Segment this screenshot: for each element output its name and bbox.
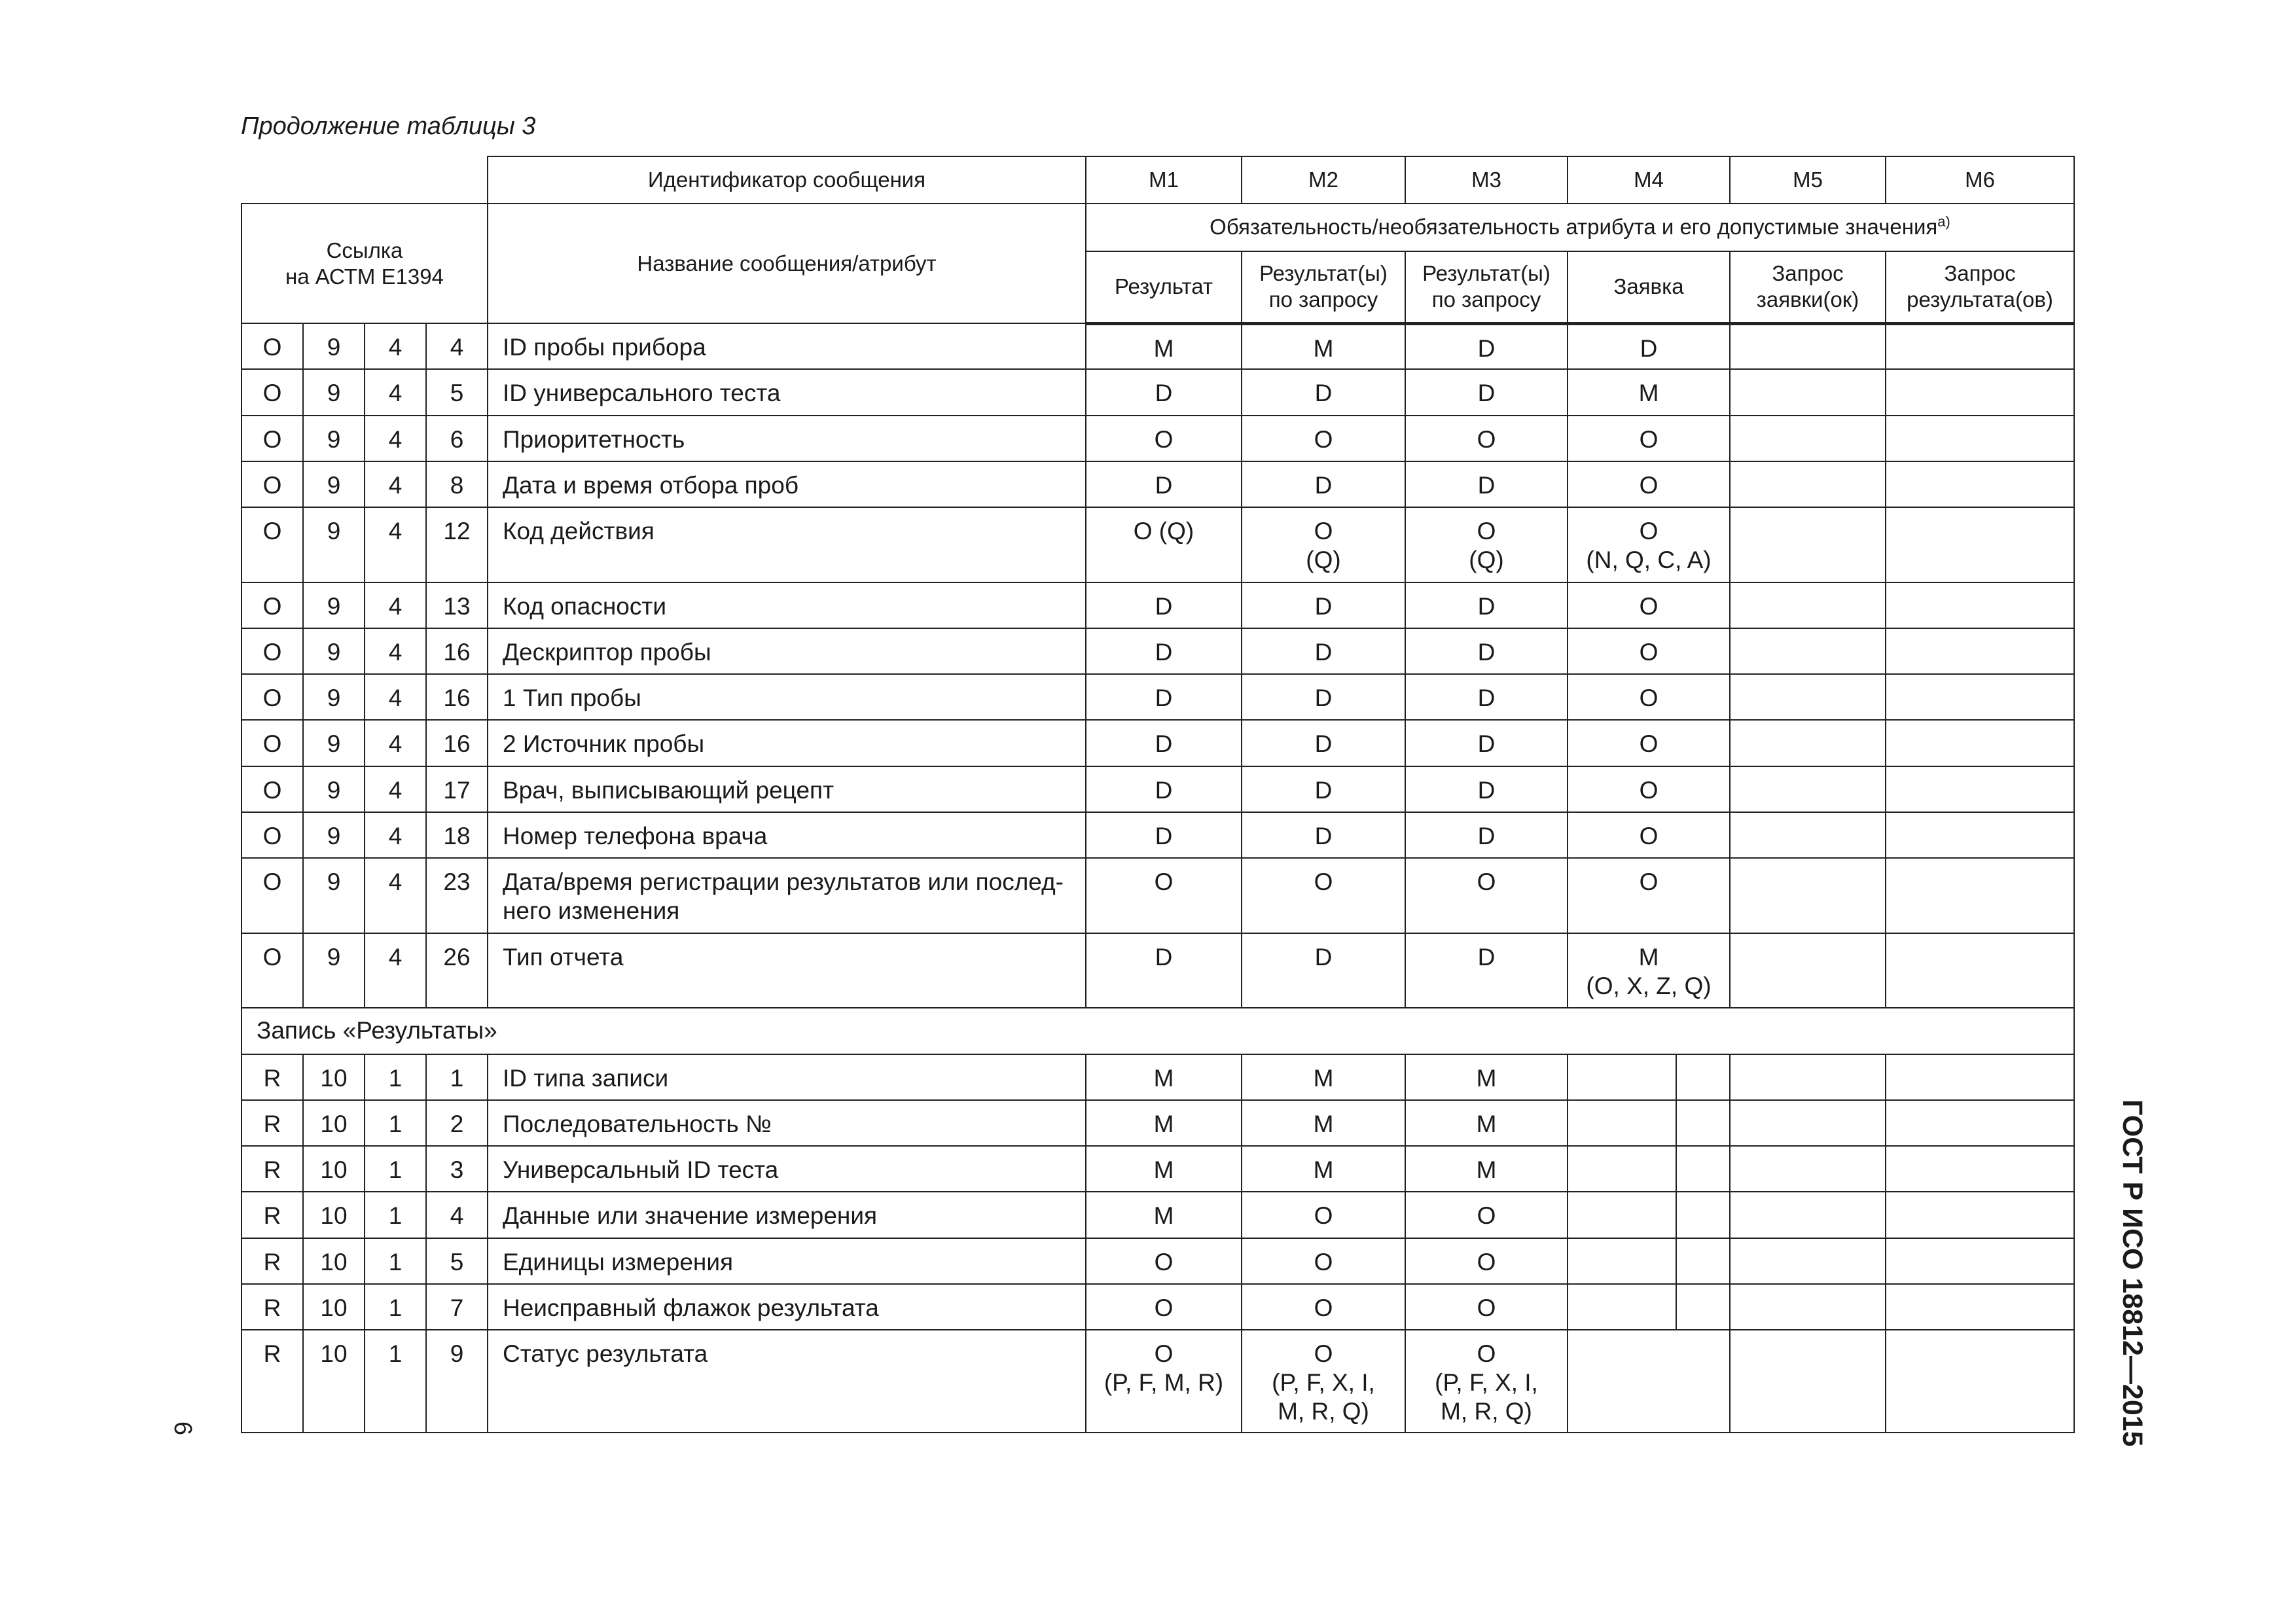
m5-value-cell bbox=[1730, 933, 1886, 1008]
attribute-name-cell: 1 Тип пробы bbox=[488, 674, 1086, 720]
m2-value-cell: D bbox=[1242, 812, 1405, 858]
m1-value-cell: O (P, F, M, R) bbox=[1086, 1330, 1242, 1433]
m5-value-cell bbox=[1730, 1100, 1886, 1146]
table-row bbox=[242, 1100, 2074, 1146]
m4-value-cell: O bbox=[1568, 720, 1730, 766]
m4-extra-cell bbox=[1676, 1238, 1730, 1284]
empty-corner bbox=[242, 156, 488, 204]
astm-ref-cell: 4 bbox=[365, 628, 426, 674]
astm-ref-cell: 10 bbox=[303, 1238, 365, 1284]
astm-ref-cell: 9 bbox=[303, 507, 365, 582]
m2-value-cell: D bbox=[1242, 461, 1405, 507]
astm-ref-cell: 7 bbox=[426, 1284, 488, 1330]
table-row bbox=[242, 416, 2074, 461]
astm-ref-cell: 9 bbox=[303, 720, 365, 766]
astm-ref-cell: O bbox=[242, 582, 303, 628]
attribute-name-cell: Приоритетность bbox=[488, 416, 1086, 461]
m2-value-cell: O (Q) bbox=[1242, 507, 1405, 582]
m2-value-cell: D bbox=[1242, 933, 1405, 1008]
astm-ref-cell: 1 bbox=[365, 1146, 426, 1192]
m5-value-cell bbox=[1730, 674, 1886, 720]
astm-ref-cell: 12 bbox=[426, 507, 488, 582]
astm-ref-cell: 1 bbox=[365, 1284, 426, 1330]
astm-ref-cell: R bbox=[242, 1284, 303, 1330]
m2-value-cell: D bbox=[1242, 628, 1405, 674]
obligation-header-row bbox=[242, 204, 2074, 251]
attribute-name-cell: Единицы измерения bbox=[488, 1238, 1086, 1284]
astm-ref-cell: 8 bbox=[426, 461, 488, 507]
table-row bbox=[242, 582, 2074, 628]
table-row bbox=[242, 628, 2074, 674]
m4-value-cell: O bbox=[1568, 858, 1730, 933]
m6-value-cell bbox=[1886, 1054, 2074, 1100]
m5-value-cell bbox=[1730, 720, 1886, 766]
m2-value-cell: O bbox=[1242, 1284, 1405, 1330]
m2-value-cell: D bbox=[1242, 720, 1405, 766]
m4-value-cell bbox=[1568, 1330, 1730, 1433]
m6-value-cell bbox=[1886, 1146, 2074, 1192]
m4-value-cell bbox=[1568, 1192, 1676, 1238]
m1-value-cell: D bbox=[1086, 674, 1242, 720]
astm-ref-cell: R bbox=[242, 1054, 303, 1100]
astm-ref-cell: 10 bbox=[303, 1146, 365, 1192]
m6-header: M6 bbox=[1886, 156, 2074, 204]
m5-value-cell bbox=[1730, 369, 1886, 415]
m3-value-cell: O bbox=[1405, 1284, 1568, 1330]
m1-value-cell: O bbox=[1086, 1284, 1242, 1330]
m6-value-cell bbox=[1886, 582, 2074, 628]
m3-value-cell: D bbox=[1405, 766, 1568, 812]
sub-header-m3: Результат(ы) по запросу bbox=[1405, 251, 1568, 323]
m4-extra-cell bbox=[1676, 1100, 1730, 1146]
m3-header: M3 bbox=[1405, 156, 1568, 204]
page-number: 6 bbox=[169, 1421, 196, 1436]
attribute-name-cell: Универсальный ID теста bbox=[488, 1146, 1086, 1192]
m3-value-cell: D bbox=[1405, 369, 1568, 415]
m3-value-cell: D bbox=[1405, 720, 1568, 766]
m2-value-cell: O bbox=[1242, 416, 1405, 461]
m3-value-cell: O (P, F, X, I, M, R, Q) bbox=[1405, 1330, 1568, 1433]
astm-ref-cell: 6 bbox=[426, 416, 488, 461]
m2-value-cell: O bbox=[1242, 858, 1405, 933]
m2-header: M2 bbox=[1242, 156, 1405, 204]
m1-value-cell: O (Q) bbox=[1086, 507, 1242, 582]
m2-value-cell: M bbox=[1242, 1054, 1405, 1100]
m5-value-cell bbox=[1730, 323, 1886, 369]
table-row bbox=[242, 1238, 2074, 1284]
m3-value-cell: D bbox=[1405, 812, 1568, 858]
m4-value-cell bbox=[1568, 1100, 1676, 1146]
attributes-table bbox=[241, 156, 2075, 1433]
astm-ref-cell: 4 bbox=[365, 461, 426, 507]
m6-value-cell bbox=[1886, 416, 2074, 461]
m2-value-cell: O bbox=[1242, 1192, 1405, 1238]
astm-ref-cell: 4 bbox=[365, 720, 426, 766]
astm-ref-cell: 4 bbox=[365, 674, 426, 720]
attribute-name-cell: Последовательность № bbox=[488, 1100, 1086, 1146]
attribute-name-cell: Данные или значение измерения bbox=[488, 1192, 1086, 1238]
astm-ref-cell: 16 bbox=[426, 674, 488, 720]
astm-reference-header: Ссылка на АСТМ Е1394 bbox=[242, 204, 488, 323]
m1-header: M1 bbox=[1086, 156, 1242, 204]
m5-value-cell bbox=[1730, 1146, 1886, 1192]
astm-ref-cell: 4 bbox=[365, 812, 426, 858]
table-caption: Продолжение таблицы 3 bbox=[241, 113, 536, 140]
m5-value-cell bbox=[1730, 1330, 1886, 1433]
m5-value-cell bbox=[1730, 1284, 1886, 1330]
table-row bbox=[242, 933, 2074, 1008]
astm-ref-cell: 9 bbox=[303, 858, 365, 933]
table-row bbox=[242, 1284, 2074, 1330]
astm-ref-cell: O bbox=[242, 858, 303, 933]
table-row bbox=[242, 1330, 2074, 1433]
m4-value-cell: O bbox=[1568, 582, 1730, 628]
astm-ref-cell: 9 bbox=[303, 628, 365, 674]
astm-ref-cell: 9 bbox=[303, 416, 365, 461]
m1-value-cell: D bbox=[1086, 933, 1242, 1008]
astm-ref-cell: R bbox=[242, 1146, 303, 1192]
sub-header-m1: Результат bbox=[1086, 251, 1242, 323]
astm-ref-cell: 1 bbox=[365, 1238, 426, 1284]
m6-value-cell bbox=[1886, 720, 2074, 766]
m3-value-cell: O bbox=[1405, 858, 1568, 933]
astm-ref-cell: 16 bbox=[426, 628, 488, 674]
m4-value-cell: O bbox=[1568, 628, 1730, 674]
m6-value-cell bbox=[1886, 1100, 2074, 1146]
m4-value-cell bbox=[1568, 1054, 1676, 1100]
m4-header: M4 bbox=[1568, 156, 1730, 204]
table-row bbox=[242, 1192, 2074, 1238]
m3-value-cell: O bbox=[1405, 1238, 1568, 1284]
table-row bbox=[242, 858, 2074, 933]
section-title: Запись «Результаты» bbox=[242, 1008, 2074, 1054]
m6-value-cell bbox=[1886, 858, 2074, 933]
m3-value-cell: D bbox=[1405, 323, 1568, 369]
astm-ref-cell: O bbox=[242, 933, 303, 1008]
m2-value-cell: D bbox=[1242, 674, 1405, 720]
msg-id-label: Идентификатор сообщения bbox=[488, 156, 1086, 204]
astm-ref-cell: 4 bbox=[365, 369, 426, 415]
table-row bbox=[242, 766, 2074, 812]
m1-value-cell: D bbox=[1086, 720, 1242, 766]
m6-value-cell bbox=[1886, 766, 2074, 812]
m4-value-cell: D bbox=[1568, 323, 1730, 369]
astm-ref-cell: 9 bbox=[303, 933, 365, 1008]
astm-ref-cell: 9 bbox=[303, 461, 365, 507]
m3-value-cell: O (Q) bbox=[1405, 507, 1568, 582]
m4-value-cell: M bbox=[1568, 369, 1730, 415]
m5-value-cell bbox=[1730, 628, 1886, 674]
astm-ref-cell: 17 bbox=[426, 766, 488, 812]
attribute-name-cell: Тип отчета bbox=[488, 933, 1086, 1008]
m2-value-cell: D bbox=[1242, 369, 1405, 415]
m1-value-cell: D bbox=[1086, 461, 1242, 507]
astm-ref-cell: 13 bbox=[426, 582, 488, 628]
astm-ref-cell: 4 bbox=[365, 507, 426, 582]
m2-value-cell: M bbox=[1242, 1100, 1405, 1146]
attribute-name-cell: Дескриптор пробы bbox=[488, 628, 1086, 674]
m2-value-cell: O bbox=[1242, 1238, 1405, 1284]
m5-value-cell bbox=[1730, 1238, 1886, 1284]
astm-ref-cell: O bbox=[242, 720, 303, 766]
astm-ref-cell: O bbox=[242, 674, 303, 720]
m4-value-cell: O bbox=[1568, 812, 1730, 858]
m6-value-cell bbox=[1886, 933, 2074, 1008]
table-row bbox=[242, 1146, 2074, 1192]
m5-value-cell bbox=[1730, 416, 1886, 461]
m4-value-cell: O bbox=[1568, 461, 1730, 507]
m3-value-cell: M bbox=[1405, 1100, 1568, 1146]
astm-ref-cell: O bbox=[242, 812, 303, 858]
m1-value-cell: M bbox=[1086, 1146, 1242, 1192]
astm-ref-cell: 9 bbox=[303, 674, 365, 720]
m3-value-cell: D bbox=[1405, 933, 1568, 1008]
astm-ref-cell: O bbox=[242, 507, 303, 582]
m6-value-cell bbox=[1886, 369, 2074, 415]
attribute-name-cell: Неисправный флажок результата bbox=[488, 1284, 1086, 1330]
m4-value-cell bbox=[1568, 1284, 1676, 1330]
m4-extra-cell bbox=[1676, 1146, 1730, 1192]
astm-ref-cell: 4 bbox=[365, 766, 426, 812]
astm-ref-cell: 1 bbox=[365, 1100, 426, 1146]
astm-ref-cell: O bbox=[242, 766, 303, 812]
astm-ref-cell: O bbox=[242, 369, 303, 415]
attribute-name-cell: Номер телефона врача bbox=[488, 812, 1086, 858]
m6-value-cell bbox=[1886, 1330, 2074, 1433]
astm-ref-cell: R bbox=[242, 1100, 303, 1146]
m3-value-cell: D bbox=[1405, 674, 1568, 720]
table-row bbox=[242, 507, 2074, 582]
astm-ref-cell: 10 bbox=[303, 1192, 365, 1238]
m4-extra-cell bbox=[1676, 1054, 1730, 1100]
m5-value-cell bbox=[1730, 858, 1886, 933]
m6-value-cell bbox=[1886, 1192, 2074, 1238]
m2-value-cell: D bbox=[1242, 766, 1405, 812]
m5-value-cell bbox=[1730, 507, 1886, 582]
astm-ref-cell: 5 bbox=[426, 369, 488, 415]
section-row-results bbox=[242, 1008, 2074, 1054]
table-row bbox=[242, 720, 2074, 766]
m1-value-cell: O bbox=[1086, 1238, 1242, 1284]
m5-value-cell bbox=[1730, 766, 1886, 812]
astm-ref-cell: 9 bbox=[303, 766, 365, 812]
m1-value-cell: O bbox=[1086, 416, 1242, 461]
m2-value-cell: M bbox=[1242, 323, 1405, 369]
astm-ref-cell: 1 bbox=[426, 1054, 488, 1100]
m1-value-cell: O bbox=[1086, 858, 1242, 933]
m4-value-cell: M (O, X, Z, Q) bbox=[1568, 933, 1730, 1008]
m3-value-cell: D bbox=[1405, 461, 1568, 507]
astm-ref-cell: 5 bbox=[426, 1238, 488, 1284]
table-row bbox=[242, 812, 2074, 858]
m4-value-cell: O bbox=[1568, 766, 1730, 812]
m1-value-cell: M bbox=[1086, 323, 1242, 369]
astm-ref-cell: 16 bbox=[426, 720, 488, 766]
m1-value-cell: M bbox=[1086, 1054, 1242, 1100]
astm-ref-cell: 9 bbox=[303, 582, 365, 628]
attribute-name-cell: ID типа записи bbox=[488, 1054, 1086, 1100]
m5-value-cell bbox=[1730, 461, 1886, 507]
m1-value-cell: D bbox=[1086, 582, 1242, 628]
message-id-header-row bbox=[242, 156, 2074, 204]
m5-header: M5 bbox=[1730, 156, 1886, 204]
astm-ref-cell: O bbox=[242, 416, 303, 461]
m5-value-cell bbox=[1730, 582, 1886, 628]
astm-ref-cell: R bbox=[242, 1192, 303, 1238]
m6-value-cell bbox=[1886, 1238, 2074, 1284]
table-row bbox=[242, 1054, 2074, 1100]
m6-value-cell bbox=[1886, 674, 2074, 720]
m4-extra-cell bbox=[1676, 1192, 1730, 1238]
sub-header-m2: Результат(ы) по запросу bbox=[1242, 251, 1405, 323]
astm-ref-cell: 10 bbox=[303, 1054, 365, 1100]
astm-ref-cell: R bbox=[242, 1330, 303, 1433]
m3-value-cell: O bbox=[1405, 416, 1568, 461]
astm-ref-cell: 4 bbox=[365, 323, 426, 369]
m4-value-cell bbox=[1568, 1146, 1676, 1192]
astm-ref-cell: 4 bbox=[365, 582, 426, 628]
m5-value-cell bbox=[1730, 1192, 1886, 1238]
astm-ref-cell: 26 bbox=[426, 933, 488, 1008]
astm-ref-cell: O bbox=[242, 323, 303, 369]
astm-ref-cell: 1 bbox=[365, 1054, 426, 1100]
m6-value-cell bbox=[1886, 628, 2074, 674]
m6-value-cell bbox=[1886, 323, 2074, 369]
attribute-name-cell: Дата и время отбора проб bbox=[488, 461, 1086, 507]
m6-value-cell bbox=[1886, 461, 2074, 507]
m3-value-cell: M bbox=[1405, 1054, 1568, 1100]
table-row bbox=[242, 461, 2074, 507]
m6-value-cell bbox=[1886, 1284, 2074, 1330]
astm-ref-cell: 9 bbox=[303, 323, 365, 369]
attribute-name-cell: ID пробы прибора bbox=[488, 323, 1086, 369]
astm-ref-cell: 10 bbox=[303, 1100, 365, 1146]
m4-value-cell bbox=[1568, 1238, 1676, 1284]
m1-value-cell: D bbox=[1086, 628, 1242, 674]
astm-ref-cell: 4 bbox=[426, 323, 488, 369]
sub-header-m6: Запрос результата(ов) bbox=[1886, 251, 2074, 323]
attribute-name-cell: ID универсального теста bbox=[488, 369, 1086, 415]
astm-ref-cell: 9 bbox=[426, 1330, 488, 1433]
m3-value-cell: D bbox=[1405, 582, 1568, 628]
astm-ref-cell: 9 bbox=[303, 812, 365, 858]
astm-ref-cell: 2 bbox=[426, 1100, 488, 1146]
attribute-name-cell: Код действия bbox=[488, 507, 1086, 582]
m5-value-cell bbox=[1730, 1054, 1886, 1100]
astm-ref-cell: 4 bbox=[365, 416, 426, 461]
m6-value-cell bbox=[1886, 507, 2074, 582]
m1-value-cell: D bbox=[1086, 812, 1242, 858]
astm-ref-cell: R bbox=[242, 1238, 303, 1284]
astm-ref-cell: 4 bbox=[426, 1192, 488, 1238]
m3-value-cell: O bbox=[1405, 1192, 1568, 1238]
m3-value-cell: M bbox=[1405, 1146, 1568, 1192]
m4-value-cell: O (N, Q, C, A) bbox=[1568, 507, 1730, 582]
document-side-title: ГОСТ Р ИСО 18812—2015 bbox=[2117, 1099, 2148, 1447]
m3-value-cell: D bbox=[1405, 628, 1568, 674]
astm-ref-cell: 4 bbox=[365, 858, 426, 933]
table-row bbox=[242, 323, 2074, 369]
astm-ref-cell: 18 bbox=[426, 812, 488, 858]
sub-header-m4: Заявка bbox=[1568, 251, 1730, 323]
m2-value-cell: M bbox=[1242, 1146, 1405, 1192]
m5-value-cell bbox=[1730, 812, 1886, 858]
attribute-name-cell: 2 Источник пробы bbox=[488, 720, 1086, 766]
table-row bbox=[242, 369, 2074, 415]
astm-ref-cell: 4 bbox=[365, 933, 426, 1008]
attribute-name-cell: Дата/время регистрации результатов или послед- него изменения bbox=[488, 858, 1086, 933]
m4-extra-cell bbox=[1676, 1284, 1730, 1330]
astm-ref-cell: O bbox=[242, 461, 303, 507]
sub-header-m5: Запрос заявки(ок) bbox=[1730, 251, 1886, 323]
attribute-name-cell: Код опасности bbox=[488, 582, 1086, 628]
attribute-name-cell: Статус результата bbox=[488, 1330, 1086, 1433]
m1-value-cell: D bbox=[1086, 766, 1242, 812]
m1-value-cell: M bbox=[1086, 1192, 1242, 1238]
name-header: Название сообщения/атрибут bbox=[488, 204, 1086, 323]
astm-ref-cell: 23 bbox=[426, 858, 488, 933]
astm-ref-cell: 3 bbox=[426, 1146, 488, 1192]
m2-value-cell: O (P, F, X, I, M, R, Q) bbox=[1242, 1330, 1405, 1433]
astm-ref-cell: 9 bbox=[303, 369, 365, 415]
m1-value-cell: D bbox=[1086, 369, 1242, 415]
table-row bbox=[242, 674, 2074, 720]
astm-ref-cell: O bbox=[242, 628, 303, 674]
m4-value-cell: O bbox=[1568, 416, 1730, 461]
m4-value-cell: O bbox=[1568, 674, 1730, 720]
astm-ref-cell: 10 bbox=[303, 1330, 365, 1433]
obligation-header: Обязательность/необязательность атрибута и его допустимые значения$^{а)}$ bbox=[1086, 204, 2074, 251]
attribute-name-cell: Врач, выписывающий рецепт bbox=[488, 766, 1086, 812]
astm-ref-cell: 1 bbox=[365, 1192, 426, 1238]
m2-value-cell: D bbox=[1242, 582, 1405, 628]
m1-value-cell: M bbox=[1086, 1100, 1242, 1146]
astm-ref-cell: 1 bbox=[365, 1330, 426, 1433]
m6-value-cell bbox=[1886, 812, 2074, 858]
astm-ref-cell: 10 bbox=[303, 1284, 365, 1330]
